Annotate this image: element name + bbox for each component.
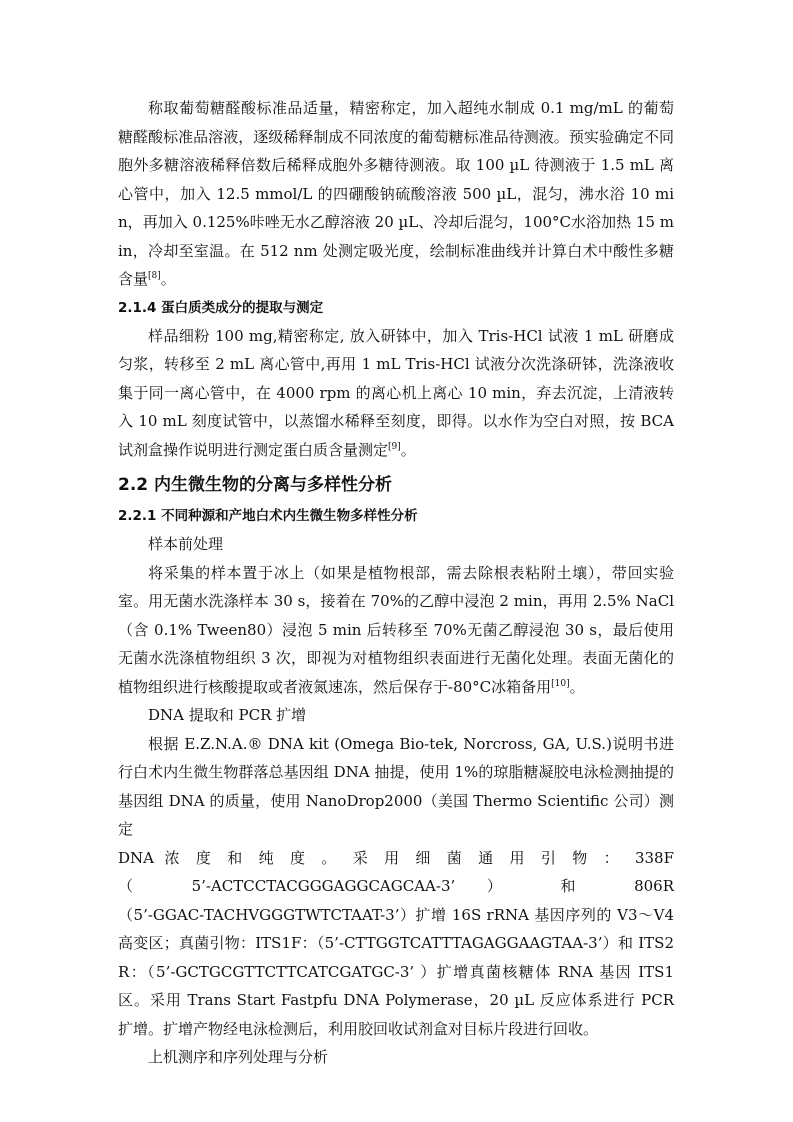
paragraph-text: 称取葡萄糖醛酸标准品适量，精密称定，加入超纯水制成 0.1 mg/mL 的葡萄糖醛酸标准品溶液，逐级稀释制成不同浓度的葡萄糖标准品待测液。预实验确定不同胞外多糖溶液稀释倍数后稀释成胞外多糖待测液。取 100 µL 待测液于 1.5 mL 离心管中，加入 12.5 mmol/L 的四硼酸钠硫酸溶液 500 µL，混匀，沸水浴 10 min，再加入 0.125%咔唑无水乙醇溶液 20 µL、冷却后混匀，100°C水浴加热 15 min，冷却至室温。在 512 nm 处测定吸光度，绘制标准曲线并计算白术中酸性多糖含量 <box>118 99 674 288</box>
citation-ref: [8] <box>148 271 161 281</box>
paragraph-protein-extraction <box>118 322 674 465</box>
page-content <box>118 94 674 1072</box>
paragraph-dna-line-a: DNA 浓 度 和 纯 度 。 采 用 细 菌 通 用 引 物 ： 338F <box>118 848 674 867</box>
paragraph-tail: 。 <box>160 270 176 288</box>
label-sequencing-analysis: 上机测序和序列处理与分析 <box>148 1048 329 1066</box>
heading-2-2: 2.2 内生微生物的分离与多样性分析 <box>118 475 393 495</box>
paragraph-tail: 。 <box>400 440 416 459</box>
paragraph-sample-pretreatment <box>118 559 674 702</box>
paragraph-tail: 。 <box>569 677 585 696</box>
label-sample-pretreatment: 样本前处理 <box>148 535 224 553</box>
label-dna-extraction-pcr: DNA 提取和 PCR 扩增 <box>148 706 307 724</box>
paragraph-dna-extraction: 根据 E.Z.N.A.® DNA kit (Omega Bio-tek, Norcross, GA, U.S.)说明书进行白术内生微生物群落总基因组 DNA 抽提，使用 1%的琼脂糖凝胶电泳检测抽提的基因组 DNA 的质量，使用 NanoDrop2000（美国 Thermo Scientific 公司）测定 <box>118 734 674 838</box>
citation-ref: [10] <box>551 678 570 689</box>
citation-ref: [9] <box>388 441 401 452</box>
paragraph-text: 样品细粉 100 mg,精密称定, 放入研钵中，加入 Tris-HCl 试液 1 mL 研磨成匀浆，转移至 2 mL 离心管中,再用 1 mL Tris-HCl 试液分次洗涤研钵，洗涤液收集于同一离心管中，在 4000 rpm 的离心机上离心 10 min，弃去沉淀，上清液转入 10 mL 刻度试管中，以蒸馏水稀释至刻度，即得。以水作为空白对照，按 BCA 试剂盒操作说明进行测定蛋白质含量测定 <box>118 326 674 459</box>
paragraph-acidic-polysaccharide <box>118 94 674 294</box>
paragraph-dna-rest: （5’-GGAC-TACHVGGGTWTCTAAT-3’）扩增 16S rRNA 基因序列的 V3～V4 高变区；真菌引物：ITS1F：（5’-CTTGGTCATTTAGAGGAAGTAA-3’）和 ITS2R：（5’-GCTGCGTTCTTCATCGATGC-3’ ）扩增真菌核糖体 RNA 基因 ITS1 区。采用 Trans Start Fastpfu DNA Polymerase，20 µL 反应体系进行 PCR 扩增。扩增产物经电泳检测后，利用胶回收试剂盒对目标片段进行回收。 <box>118 905 674 1038</box>
heading-2-2-1: 2.2.1 不同种源和产地白术内生微生物多样性分析 <box>118 508 418 524</box>
paragraph-text: 将采集的样本置于冰上（如果是植物根部，需去除根表粘附土壤），带回实验室。用无菌水洗涤样本 30 s，接着在 70%的乙醇中浸泡 2 min，再用 2.5% NaCl（含 0.1% Tween80）浸泡 5 min 后转移至 70%无菌乙醇浸泡 30 s，最后使用无菌水洗涤植物组织 3 次，即视为对植物组织表面进行无菌化处理。表面无菌化的植物组织进行核酸提取或者液氮速冻，然后保存于-80°C冰箱备用 <box>118 563 674 696</box>
heading-2-1-4: 2.1.4 蛋白质类成分的提取与测定 <box>118 299 324 316</box>
paragraph-dna-line-b: （ 5’-ACTCCTACGGGAGGCAGCAA-3’ ） 和 806R <box>118 877 674 895</box>
